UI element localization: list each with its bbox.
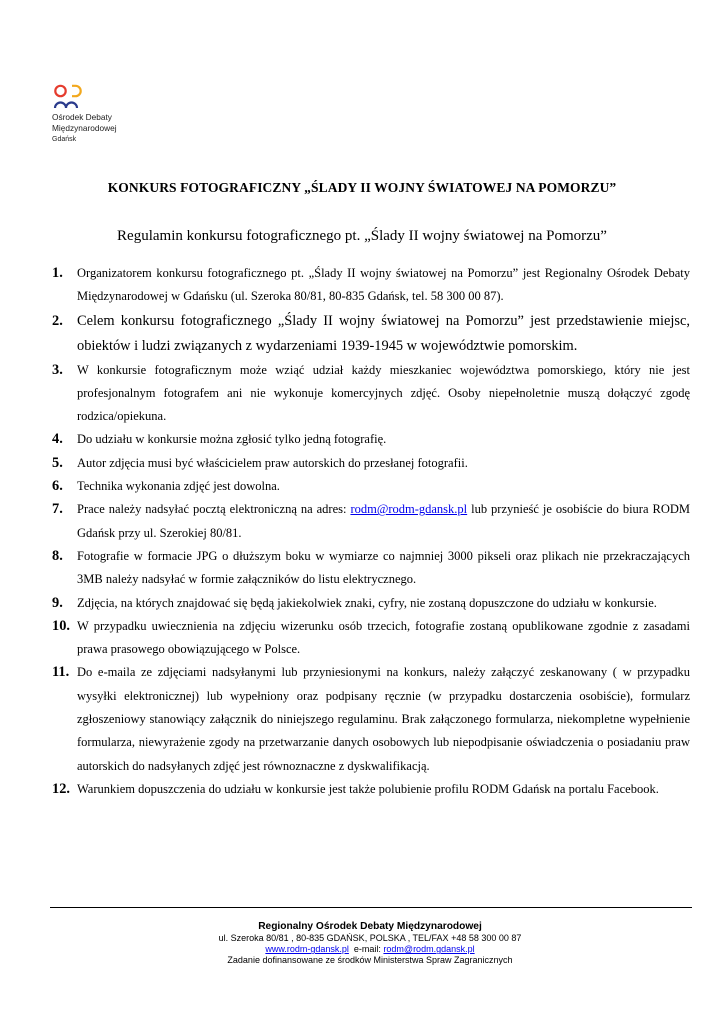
rule-item: [52, 359, 690, 429]
footer-contact: [0, 944, 724, 955]
rule-number: 1.: [52, 265, 63, 281]
rule-item: [52, 309, 690, 359]
rule-item: [52, 661, 690, 777]
rule-item: [52, 428, 690, 451]
footer-funding: Zadanie dofinansowane ze środków Ministerstwa Spraw Zagranicznych: [227, 955, 513, 966]
rule-item: [52, 615, 690, 662]
logo-line-3: Gdańsk: [52, 136, 77, 143]
rule-item: [52, 778, 690, 801]
rule-number: 10.: [52, 617, 70, 634]
rule-item: [52, 452, 690, 475]
logo-text: [52, 112, 172, 145]
rule-number: 11.: [52, 664, 70, 681]
rule-number: 6.: [52, 478, 63, 495]
logo: [52, 84, 172, 145]
email-link[interactable]: rodm@rodm-gdansk.pl: [350, 502, 468, 517]
footer: [0, 920, 724, 967]
rule-text: W przypadku uwiecznienia na zdjęciu wizerunku osób trzecich, fotografie zostaną opublikowane zgodnie z zasadami prawa prasowego obowiązującego w Polsce.: [77, 618, 690, 657]
footer-address: ul. Szeroka 80/81 , 80-835 GDAŃSK, POLSKA , TEL/FAX +48 58 300 00 87: [218, 933, 522, 943]
rule-text: Autor zdjęcia musi być właścicielem praw autorskich do przesłanej fotografii.: [77, 455, 468, 470]
website-link[interactable]: www.rodm-gdansk.pl: [265, 944, 349, 955]
footer-email-link[interactable]: rodm@rodm.gdansk.pl: [383, 944, 475, 955]
footer-divider: [50, 907, 692, 908]
rule-text: Technika wykonania zdjęć jest dowolna.: [77, 479, 280, 494]
rule-text: Zdjęcia, na których znajdować się będą jakiekolwiek znaki, cyfry, nie zostaną dopuszczone do udziału w konkursie.: [77, 595, 657, 610]
rule-number: 7.: [52, 501, 63, 518]
rule-text: W konkursie fotograficznym może wziąć udział każdy mieszkaniec województwa pomorskiego, który nie jest profesjonalnym fotografem ani nie wykonuje komercyjnych zdjęć. Osoby niepełnoletnie muszą dołączyć zgodę rodzica/opiekuna.: [77, 362, 690, 424]
rule-text: Organizatorem konkursu fotograficznego pt. „Ślady II wojny światowej na Pomorzu” jest Regionalny Ośrodek Debaty Międzynarodowej w Gdańsku (ul. Szeroka 80/81, 80-835 Gdańsk, tel. 58 300 00 87).: [77, 266, 690, 304]
rule-number: 8.: [52, 547, 63, 564]
rule-number: 2.: [52, 312, 63, 329]
footer-org: Regionalny Ośrodek Debaty Międzynarodowej: [258, 921, 482, 932]
document-title: KONKURS FOTOGRAFICZNY „ŚLADY II WOJNY ŚWIATOWEJ NA POMORZU”: [107, 180, 617, 195]
rule-text: Do e-maila ze zdjęciami nadsyłanymi lub przyniesionymi na konkurs, należy załączyć zeskanowany ( w przypadku wysyłki elektronicznej) lub wypełniony oraz podpisany ręcznie (w przypadku dostarczenia osobiście), formularz zgłoszeniowy stanowiący załącznik do niniejszego regulaminu. Brak załączonego formularza, niekompletne wypełnienie formularza, niewyrażenie zgody na przetwarzanie danych osobowych lub niepodpisanie oświadczenia o posiadaniu praw autorskich do nadsyłanych zdjęć jest równoznaczne z dyskwalifikacją.: [77, 665, 690, 773]
rule-number: 5.: [52, 454, 63, 471]
rule-item: [52, 475, 690, 498]
logo-line-1: Ośrodek Debaty: [52, 112, 112, 122]
rule-text: Fotografie w formacie JPG o dłuższym boku w wymiarze co najmniej 3000 pikseli oraz plikach nie przekraczających 3MB należy nadsyłać w formie załączników do listu elektrycznego.: [77, 548, 690, 587]
rule-text: Warunkiem dopuszczenia do udziału w konkursie jest także polubienie profilu RODM Gdańsk na portalu Facebook.: [77, 781, 659, 796]
logo-line-2: Międzynarodowej: [52, 123, 117, 133]
rule-text: Do udziału w konkursie można zgłosić tylko jedną fotografię.: [77, 432, 387, 447]
rule-item: [52, 262, 690, 309]
rule-item: [52, 498, 690, 545]
email-label: e-mail:: [348, 944, 384, 955]
rule-item: [52, 592, 690, 615]
rule-number: 9.: [52, 594, 63, 611]
rule-text-after: lub przynieść je osobiście do biura RODM Gdańsk przy ul. Szerokiej 80/81.: [77, 502, 690, 540]
logo-mark-icon: [52, 84, 92, 110]
rule-number: 12.: [52, 780, 70, 797]
rule-number: 4.: [52, 431, 63, 448]
rule-item: [52, 545, 690, 592]
document-subtitle: Regulamin konkursu fotograficznego pt. „Ślady II wojny światowej na Pomorzu”: [117, 228, 607, 244]
rule-number: 3.: [52, 361, 63, 378]
rule-text: Celem konkursu fotograficznego „Ślady II wojny światowej na Pomorzu” jest przedstawienie miejsc, obiektów i ludzi związanych z wydarzeniami 1939-1945 w województwie pomorskim.: [77, 312, 690, 354]
rules-list: [52, 262, 690, 801]
rule-text-before: Prace należy nadsyłać pocztą elektroniczną na adres:: [77, 502, 351, 517]
